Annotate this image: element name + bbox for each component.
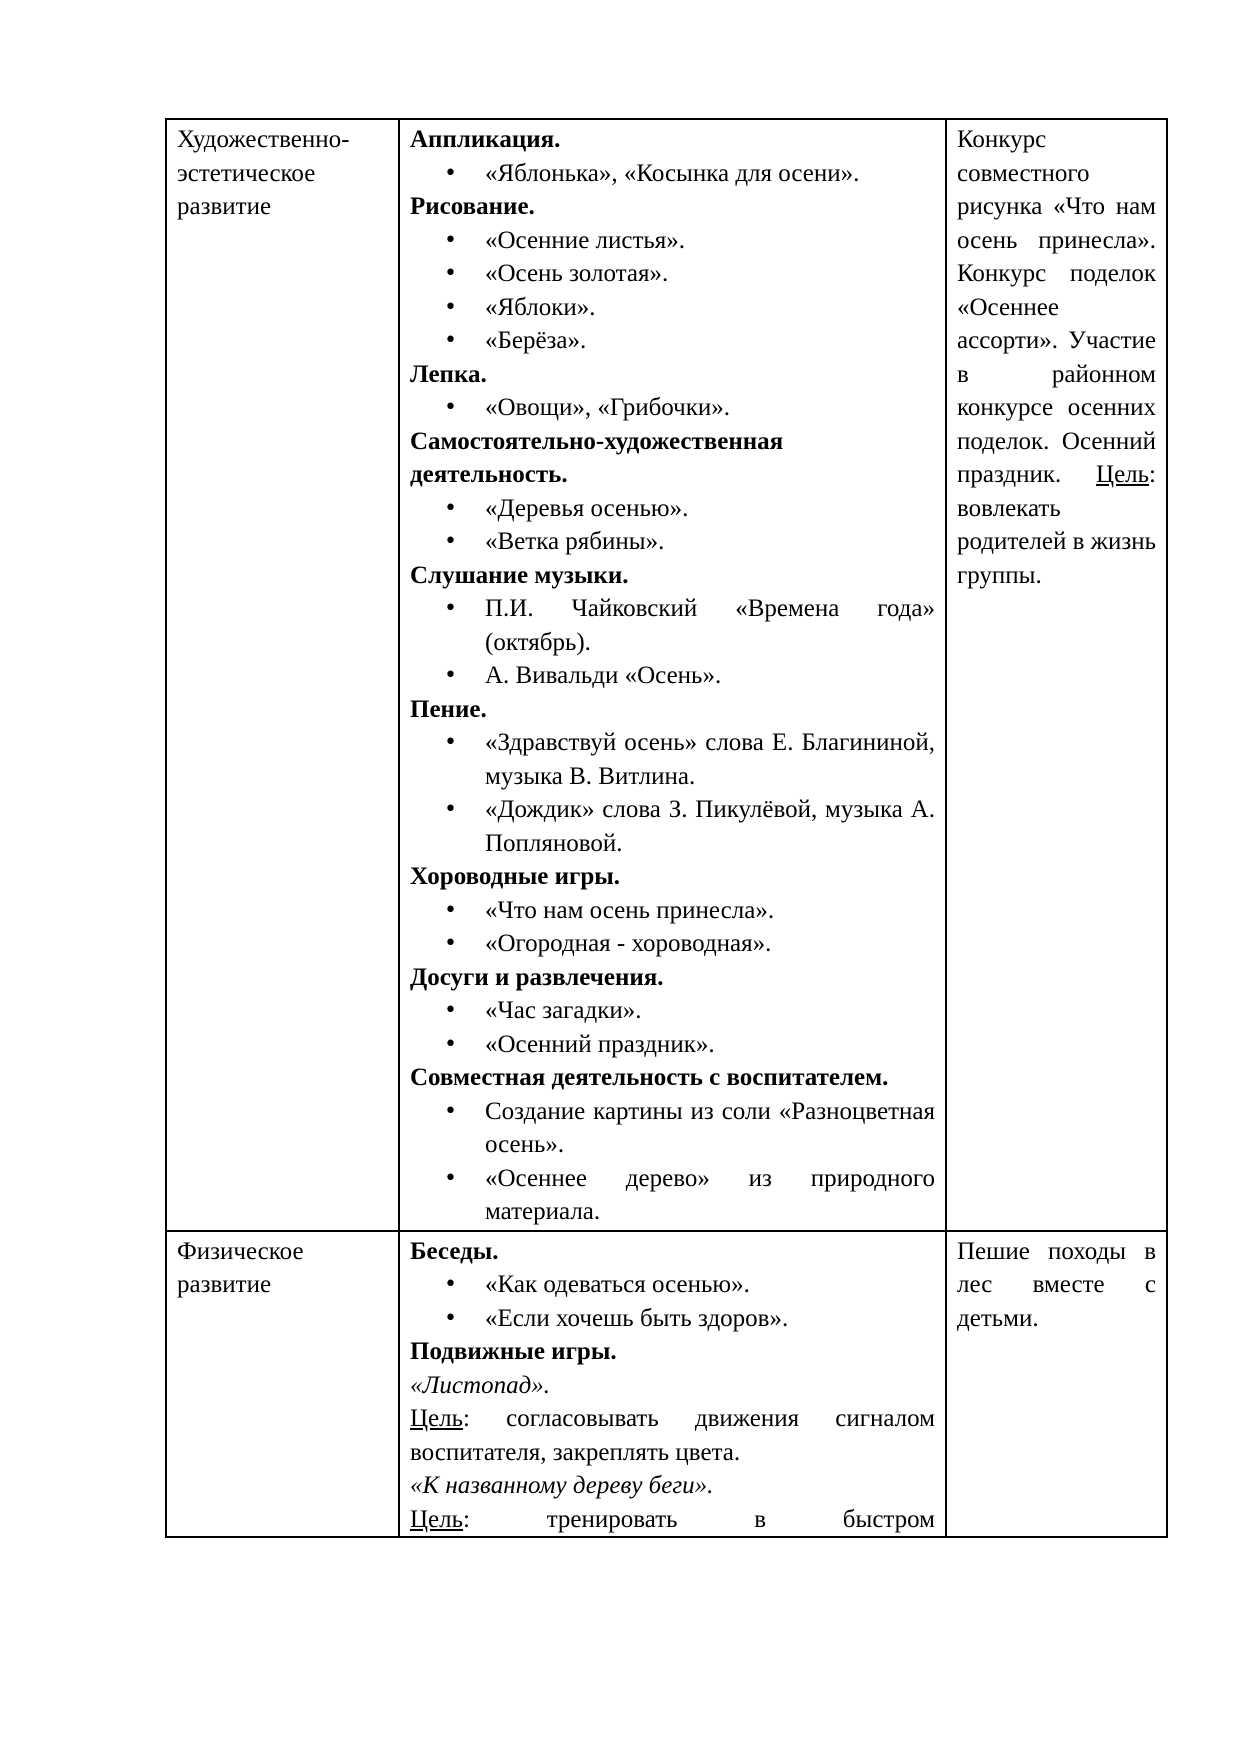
section-list: [410, 1095, 935, 1229]
section-list: [410, 894, 935, 961]
list-item: • П.И. Чайковский «Времена года» (октябрь).: [410, 592, 935, 659]
list-item: • «Овощи», «Грибочки».: [410, 391, 935, 425]
list-item: • «Яблонька», «Косынка для осени».: [410, 157, 935, 191]
goal-text: : согласовывать движения сигналом воспитателя, закреплять цвета.: [410, 1405, 935, 1466]
section-list: [410, 1268, 935, 1335]
area-label: Физическое развитие: [177, 1237, 304, 1298]
goal-colon: :: [1149, 461, 1156, 488]
activities-cell: [399, 119, 946, 1231]
area-cell: [166, 1231, 399, 1538]
section-list: [410, 391, 935, 425]
game-title: «Листопад».: [410, 1371, 550, 1399]
list-item: • А. Вивальди «Осень».: [410, 659, 935, 693]
list-item: • «Час загадки».: [410, 994, 935, 1028]
section-heading: Самостоятельно-художественная деятельность.: [410, 427, 784, 488]
goal-label: Цель: [410, 1505, 464, 1533]
list-item: • «Осень золотая».: [410, 257, 935, 291]
section-heading: Лепка.: [410, 360, 487, 388]
list-item: • «Осенние листья».: [410, 224, 935, 258]
section-heading: Подвижные игры.: [410, 1338, 617, 1365]
goal-label: Цель: [1096, 461, 1150, 488]
section-heading: Рисование.: [410, 193, 535, 220]
list-item: • «Здравствуй осень» слова Е. Благининой, музыка В. Витлина.: [410, 726, 935, 793]
goal-text: вовлекать родителей в жизнь группы.: [957, 494, 1156, 589]
section-list: [410, 492, 935, 559]
game-goal: [410, 1503, 935, 1537]
list-item: • «Если хочешь быть здоров».: [410, 1302, 935, 1336]
section-heading: Хороводные игры.: [410, 863, 621, 890]
list-item: • «Что нам осень принесла».: [410, 894, 935, 928]
parents-cell: [946, 1231, 1167, 1538]
parents-text: Пешие походы в лес вместе с детьми.: [957, 1237, 1156, 1332]
activities-cell: [399, 1231, 946, 1538]
section-heading: Пение.: [410, 695, 487, 723]
section-heading: Досуги и развлечения.: [410, 963, 664, 991]
game-title: «К названному дереву беги».: [410, 1472, 714, 1499]
list-item: • «Деревья осенью».: [410, 492, 935, 526]
parents-text: Конкурс совместного рисунка «Что нам осень принесла». Конкурс поделок «Осеннее ассорти». Участие в районном конкурсе осенних поделок. Осенний праздник.: [957, 126, 1156, 488]
game-goal: [410, 1402, 935, 1469]
section-list: [410, 592, 935, 693]
list-item: • «Как одеваться осенью».: [410, 1268, 935, 1302]
section-heading: Аппликация.: [410, 126, 561, 153]
section-list: [410, 157, 935, 191]
list-item: • «Огородная - хороводная».: [410, 927, 935, 961]
section-heading: Совместная деятельность с воспитателем.: [410, 1064, 889, 1091]
goal-label: Цель: [410, 1405, 464, 1432]
section-heading: Слушание музыки.: [410, 561, 629, 589]
list-item: • «Осенний праздник».: [410, 1028, 935, 1062]
section-list: [410, 994, 935, 1061]
section-list: [410, 224, 935, 358]
table-row: [166, 119, 1167, 1231]
plan-table: [165, 118, 1168, 1538]
list-item: • «Ветка рябины».: [410, 525, 935, 559]
parents-cell: [946, 119, 1167, 1231]
list-item: • «Яблоки».: [410, 291, 935, 325]
area-cell: [166, 119, 399, 1231]
section-list: [410, 726, 935, 860]
table-row: [166, 1231, 1167, 1538]
list-item: • «Осеннее дерево» из природного материала.: [410, 1162, 935, 1229]
list-item: • «Дождик» слова З. Пикулёвой, музыка А. Попляновой.: [410, 793, 935, 860]
area-label: Художественно-эстетическое развитие: [177, 126, 350, 220]
list-item: • «Берёза».: [410, 324, 935, 358]
list-item: • Создание картины из соли «Разноцветная осень».: [410, 1095, 935, 1162]
section-heading: Беседы.: [410, 1237, 499, 1265]
goal-text: : тренировать в быстром: [463, 1505, 935, 1533]
